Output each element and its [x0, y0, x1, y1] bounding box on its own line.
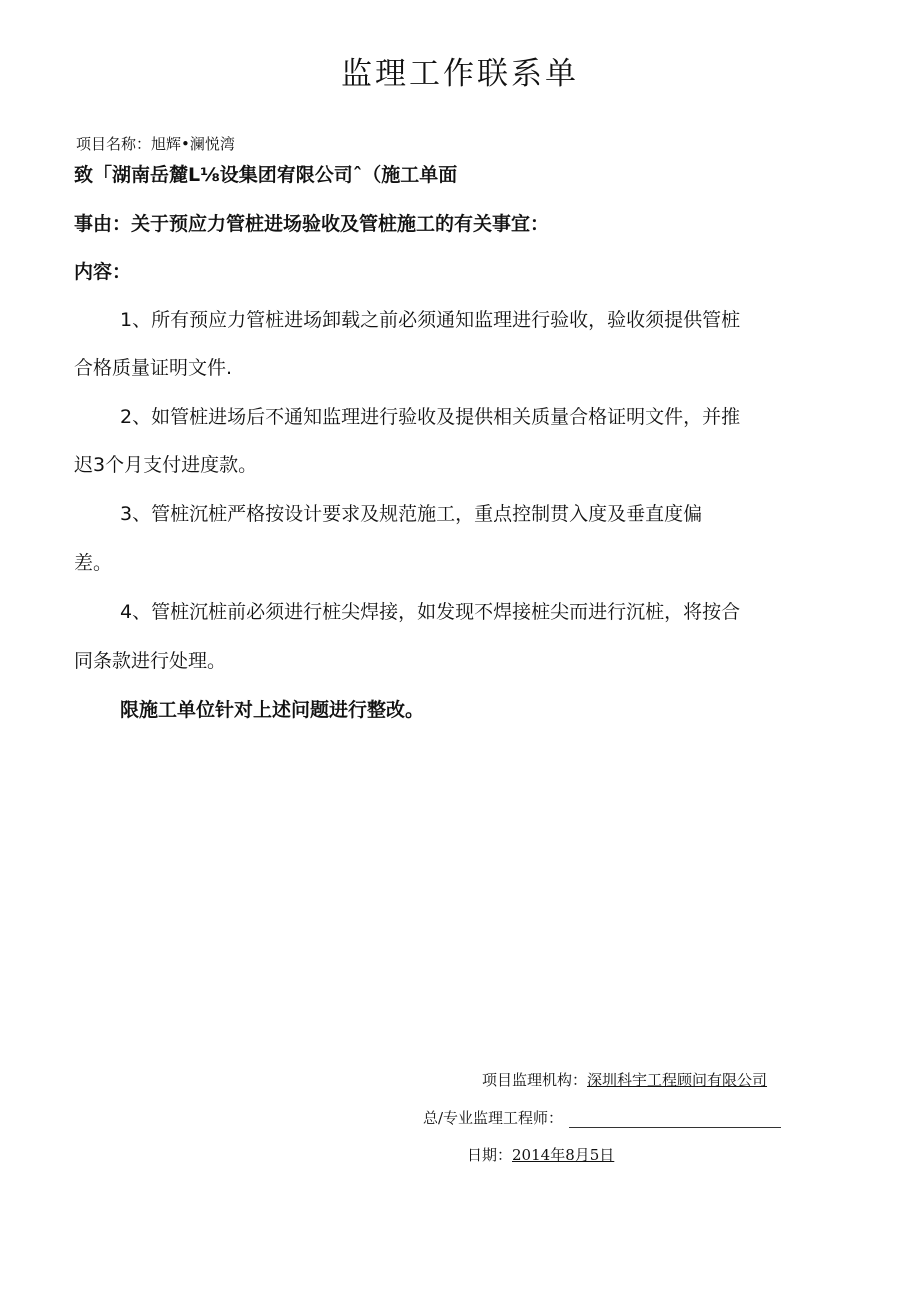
- engineer-signature-line: [569, 1113, 781, 1128]
- subject-line: 事由：关于预应力管桩进场验收及管桩施工的有关事宜：: [74, 213, 550, 235]
- document-title: 监理工作联系单: [341, 56, 579, 92]
- item-3-line-1: 3、管桩沉桩严格按设计要求及规范施工，重点控制贯入度及垂直度偏: [120, 503, 703, 525]
- engineer-row: [423, 1107, 781, 1128]
- item-3-line-2: 差。: [74, 552, 113, 574]
- org-row: [482, 1069, 767, 1090]
- project-name: 项目名称：旭辉•澜悦湾: [76, 135, 235, 153]
- item-1-line-1: 1、所有预应力管桩进场卸载之前必须通知监理进行验收，验收须提供管桩: [120, 309, 741, 331]
- recipient-line: 致「湖南岳麓L⅛设集团宥限公司ˆ（施工单面: [74, 164, 458, 186]
- item-4-line-2: 同条款进行处理。: [74, 650, 227, 672]
- closing-statement: 限施工单位针对上述问题进行整改。: [120, 699, 425, 721]
- org-label: 项目监理机构：: [482, 1071, 588, 1089]
- item-4-line-1: 4、管桩沉桩前必须进行桩尖焊接，如发现不焊接桩尖而进行沉桩，将按合: [120, 601, 741, 623]
- date-label: 日期：: [467, 1146, 513, 1164]
- item-2-line-2: 迟3个月支付进度款。: [74, 454, 258, 476]
- item-1-line-2: 合格质量证明文件.: [74, 357, 233, 379]
- engineer-label: 总/专业监理工程师：: [423, 1109, 564, 1127]
- item-2-line-1: 2、如管桩进场后不通知监理进行验收及提供相关质量合格证明文件，并推: [120, 406, 741, 428]
- content-label: 内容：: [74, 261, 132, 283]
- date-row: [467, 1144, 614, 1165]
- org-value: 深圳科宇工程顾问有限公司: [587, 1071, 768, 1089]
- date-value: 2014年8月5日: [512, 1146, 615, 1164]
